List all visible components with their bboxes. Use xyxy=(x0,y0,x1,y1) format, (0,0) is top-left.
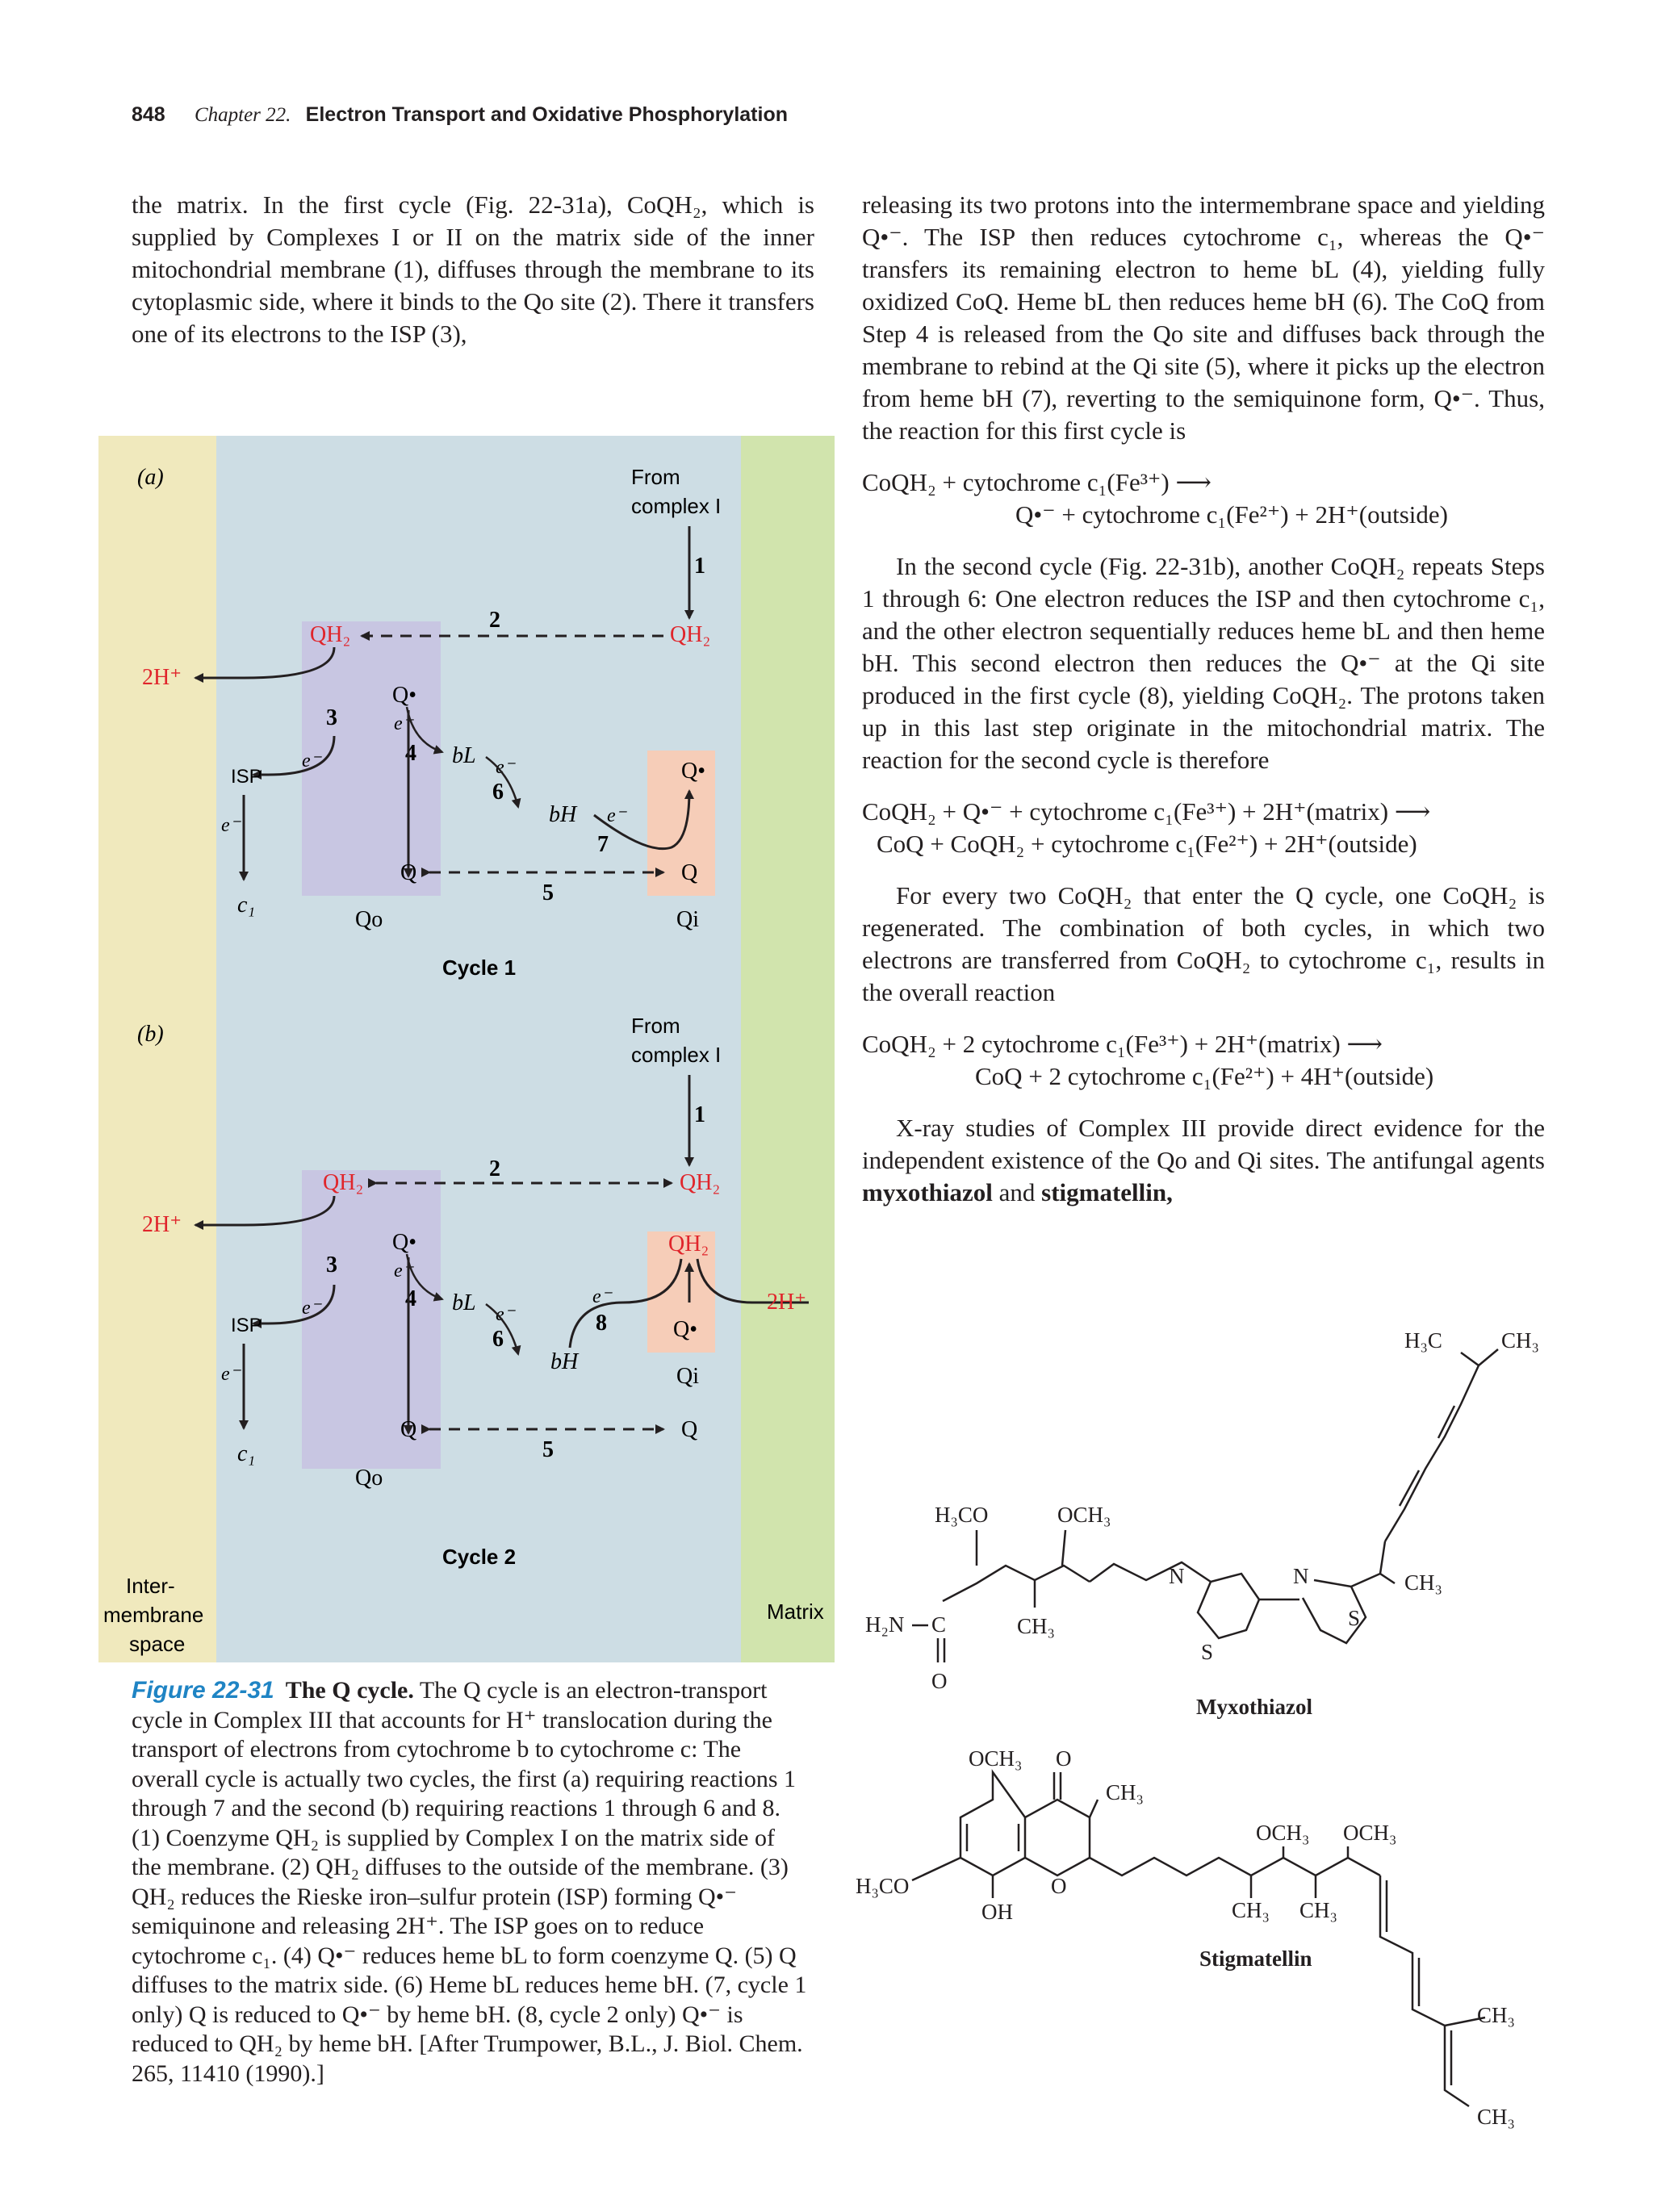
right-paragraph-3: For every two CoQH₂ that enter the Q cycle, one CoQH₂ is regenerated. The combination of both cycles, in which two electrons are transferred from CoQH₂ to cytochrome c₁, results in the overall reaction xyxy=(862,881,1545,1006)
h3c-top: H₃C xyxy=(1404,1328,1442,1353)
myxothiazol-structure xyxy=(865,1328,1539,1719)
from-label: From xyxy=(631,1014,680,1038)
o-ketone: O xyxy=(1056,1746,1072,1771)
equation-2-line1: CoQH₂ + Q•⁻ + cytochrome c₁(Fe³⁺) + 2H⁺(matrix) ⟶ xyxy=(862,797,1431,826)
ch3-stig-3: CH₃ xyxy=(1299,1898,1337,1922)
step-2: 2 xyxy=(489,1156,500,1181)
intermembrane-label-3: space xyxy=(129,1632,186,1656)
stigmatellin-label: Stigmatellin xyxy=(1199,1946,1312,1971)
q-qo: Q xyxy=(400,860,417,885)
equation-1 xyxy=(862,466,1545,531)
ch3-stig-4: CH₃ xyxy=(1477,2003,1515,2027)
complex-i-label: complex I xyxy=(631,494,722,518)
q-qi: Q xyxy=(681,860,698,885)
chemical-structures xyxy=(847,1323,1574,2130)
from-label: From xyxy=(631,465,680,489)
q-semi-qi: Q• xyxy=(681,759,706,784)
equation-2 xyxy=(862,796,1545,860)
bl-label: bL xyxy=(452,1290,476,1315)
qh2-qo: QH₂ xyxy=(310,622,351,647)
step-7: 7 xyxy=(597,832,609,857)
isp-label: ISP xyxy=(231,766,262,788)
ch3-myxo: CH₃ xyxy=(1017,1614,1055,1638)
e-c1: e⁻ xyxy=(221,1364,241,1385)
qo-label: Qo xyxy=(355,1466,383,1491)
step-4: 4 xyxy=(405,1286,416,1311)
step-1: 1 xyxy=(694,554,705,579)
qh2-qi: QH₂ xyxy=(670,622,711,647)
e-bh: e⁻ xyxy=(496,1304,515,1325)
myxothiazol-term: myxothiazol xyxy=(862,1178,993,1206)
qh2-qo: QH₂ xyxy=(323,1170,364,1195)
e-c1: e⁻ xyxy=(221,815,241,836)
panel-b-label: (b) xyxy=(137,1022,164,1047)
panel-a-label: (a) xyxy=(137,465,164,490)
step-6: 6 xyxy=(492,1327,504,1352)
ch3-right: CH₃ xyxy=(1404,1570,1442,1595)
qo-site-box xyxy=(302,1170,441,1469)
intermembrane-label-2: membrane xyxy=(103,1603,204,1627)
qi-label: Qi xyxy=(676,1364,699,1389)
och3-stig-1: OCH₃ xyxy=(969,1746,1023,1771)
e-bl: e⁻ xyxy=(394,713,413,734)
equation-3 xyxy=(862,1028,1545,1093)
qo-label: Qo xyxy=(355,907,383,932)
qh2-product: QH₂ xyxy=(668,1231,709,1257)
q-cycle-figure xyxy=(98,436,835,1662)
intermembrane-label-1: Inter- xyxy=(126,1574,175,1598)
equation-2-line2: CoQ + CoQH₂ + cytochrome c₁(Fe²⁺) + 2H⁺(outside) xyxy=(877,830,1417,858)
myxothiazol-label: Myxothiazol xyxy=(1196,1695,1312,1719)
e-bh: e⁻ xyxy=(496,757,515,778)
qo-site-box xyxy=(302,621,441,896)
n-thiazole-1: N xyxy=(1169,1564,1185,1588)
intermembrane-band xyxy=(98,436,216,1662)
qi-label: Qi xyxy=(676,907,699,932)
right-paragraph-4 xyxy=(862,1112,1545,1209)
s-thiazole-2: S xyxy=(1348,1606,1361,1630)
two-h-plus-out: 2H⁺ xyxy=(142,665,182,690)
matrix-band xyxy=(741,436,835,1662)
stigmatellin-term: stigmatellin, xyxy=(1041,1178,1173,1206)
complex-i-label: complex I xyxy=(631,1043,722,1067)
q-semi-qo: Q• xyxy=(392,1230,417,1255)
och3-stig-3: OCH₃ xyxy=(1343,1821,1397,1845)
cycle-2-label: Cycle 2 xyxy=(442,1545,517,1569)
left-column xyxy=(132,189,814,350)
ch3-stig-2: CH₃ xyxy=(1232,1898,1270,1922)
c1-label: c₁ xyxy=(237,893,256,918)
step-6: 6 xyxy=(492,780,504,805)
och3-stig-2: OCH₃ xyxy=(1256,1821,1310,1845)
two-h-plus-out: 2H⁺ xyxy=(142,1212,182,1237)
e-isp: e⁻ xyxy=(302,1298,321,1319)
h3co-myxo: H₃CO xyxy=(935,1503,989,1527)
e-bl: e⁻ xyxy=(394,1261,413,1282)
q-semi-qo: Q• xyxy=(392,683,417,708)
equation-1-line1: CoQH₂ + cytochrome c₁(Fe³⁺) ⟶ xyxy=(862,468,1212,496)
amide-o: O xyxy=(931,1669,948,1693)
step-2: 2 xyxy=(489,608,500,633)
step-3: 3 xyxy=(326,1252,337,1277)
ch3-stig-1: CH₃ xyxy=(1106,1780,1144,1804)
bh-label: bH xyxy=(550,1349,579,1374)
bl-label: bL xyxy=(452,743,476,768)
page-header xyxy=(132,103,788,127)
figure-title: The Q cycle. xyxy=(285,1677,414,1704)
q-qo: Q xyxy=(400,1417,417,1442)
para4-text: X-ray studies of Complex III provide direct evidence for the independent existence of the Qo and Qi sites. The antifungal agents xyxy=(862,1114,1545,1174)
q-qi: Q xyxy=(681,1417,698,1442)
figure-label: Figure 22-31 xyxy=(132,1677,274,1704)
ch3-stig-5: CH₃ xyxy=(1477,2105,1515,2129)
bh-label: bH xyxy=(549,802,577,827)
left-paragraph: the matrix. In the first cycle (Fig. 22-31a), CoQH₂, which is supplied by Complexes I or II on the matrix side of the inner mitochondrial membrane (1), diffuses through the membrane to its cytoplasmic side, where it binds to the Qo site (2). There it transfers one of its electrons to the ISP (3), xyxy=(132,190,814,348)
right-column xyxy=(862,189,1545,1209)
h2n-label: H₂N xyxy=(865,1612,905,1637)
right-paragraph-2: In the second cycle (Fig. 22-31b), another CoQH₂ repeats Steps 1 through 6: One electron reduces the ISP and then cytochrome c₁, and the other electron sequentially reduces heme bL and then heme bH. This second electron then reduces the Q•⁻ at the Qi site produced in the first cycle (8), yielding CoQH₂. The protons taken up in this last step originate in the mitochondrial matrix. The reaction for the second cycle is therefore xyxy=(862,552,1545,774)
page-number: 848 xyxy=(132,103,165,126)
e-isp: e⁻ xyxy=(302,751,321,771)
two-h-plus-in: 2H⁺ xyxy=(767,1290,806,1315)
amide-c: C xyxy=(931,1612,947,1637)
och3-myxo: OCH₃ xyxy=(1057,1503,1111,1527)
ch3-top: CH₃ xyxy=(1501,1328,1539,1353)
step-5: 5 xyxy=(542,880,554,905)
matrix-label: Matrix xyxy=(767,1599,824,1624)
h3co-stig: H₃CO xyxy=(856,1874,910,1898)
equation-1-line2: Q•⁻ + cytochrome c₁(Fe²⁺) + 2H⁺(outside) xyxy=(1015,500,1448,529)
qh2-qi: QH₂ xyxy=(680,1170,721,1195)
step-1: 1 xyxy=(694,1102,705,1127)
figure-caption-text: The Q cycle is an electron-transport cycle in Complex III that accounts for H⁺ translocation during the transport of electrons from cytochrome b to cytochrome c: The overall cycle is actually two cycles, the first (a) requiring reactions 1 through 7 and the second (b) requiring reactions 1 through 6 and 8. (1) Coenzyme QH₂ is supplied by Complex I on the matrix side of the membrane. (2) QH₂ diffuses to the outside of the membrane. (3) QH₂ reduces the Rieske iron–sulfur protein (ISP) forming Q•⁻ semiquinone and releasing 2H⁺. The ISP goes on to reduce cytochrome c₁. (4) Q•⁻ reduces heme bL to form coenzyme Q. (5) Q diffuses to the matrix side. (6) Heme bL reduces heme bH. (7, cycle 1 only) Q is reduced to Q•⁻ by heme bH. (8, cycle 2 only) Q•⁻ is reduced to QH₂ by heme bH. [After Trumpower, B.L., J. Biol. Chem. 265, 11410 (1990).] xyxy=(132,1677,807,2087)
isp-label: ISP xyxy=(231,1315,262,1336)
equation-3-line2: CoQ + 2 cytochrome c₁(Fe²⁺) + 4H⁺(outside) xyxy=(975,1062,1434,1090)
chapter-label: Chapter 22. xyxy=(194,104,291,126)
para4-and: and xyxy=(998,1178,1036,1206)
step-5: 5 xyxy=(542,1437,554,1462)
q-semi-qi: Q• xyxy=(673,1317,698,1342)
step-4: 4 xyxy=(405,741,416,766)
chapter-title: Electron Transport and Oxidative Phosphorylation xyxy=(305,103,788,126)
o-ring: O xyxy=(1051,1874,1067,1898)
e-qi: e⁻ xyxy=(607,805,626,826)
n-thiazole-2: N xyxy=(1293,1564,1309,1588)
equation-3-line1: CoQH₂ + 2 cytochrome c₁(Fe³⁺) + 2H⁺(matrix) ⟶ xyxy=(862,1030,1383,1058)
s-thiazole-1: S xyxy=(1201,1640,1214,1664)
step-8: 8 xyxy=(596,1311,607,1336)
figure-caption xyxy=(132,1676,810,2089)
step-3: 3 xyxy=(326,705,337,730)
c1-label: c₁ xyxy=(237,1441,256,1466)
stigmatellin-structure xyxy=(856,1746,1515,2129)
right-paragraph-1: releasing its two protons into the intermembrane space and yielding Q•⁻. The ISP then reduces cytochrome c₁, whereas the Q•⁻ transfers its remaining electron to heme bL (4), yielding fully oxidized CoQ. Heme bL then reduces heme bH (6). The CoQ from Step 4 is released from the Qo site and diffuses back through the membrane to rebind at the Qi site (5), where it picks up the electron from heme bH (7), reverting to the semiquinone form, Q•⁻. Thus, the reaction for this first cycle is xyxy=(862,190,1545,445)
oh-label: OH xyxy=(981,1900,1013,1924)
e-qi: e⁻ xyxy=(592,1286,612,1307)
cycle-1-label: Cycle 1 xyxy=(442,955,517,980)
